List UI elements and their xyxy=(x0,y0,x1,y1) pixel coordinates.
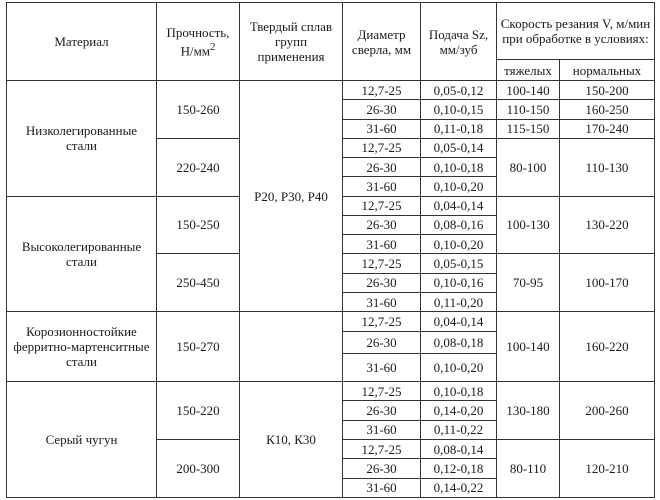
strength-cell: 250-450 xyxy=(157,254,240,312)
feed-cell: 0,12-0,18 xyxy=(421,459,497,478)
alloy-cell: Р20, Р30, Р40 xyxy=(240,81,343,312)
cutting-data-table xyxy=(6,2,655,498)
header-diameter: Диаметр сверла, мм xyxy=(343,3,421,81)
diameter-cell: 26-30 xyxy=(343,273,421,292)
header-material: Материал xyxy=(7,3,157,81)
feed-cell: 0,10-0,18 xyxy=(421,158,497,177)
normal-speed-cell: 120-210 xyxy=(560,439,655,497)
material-cell: Корозионностойкие ферритно-мартенситные стали xyxy=(7,312,157,382)
feed-cell: 0,14-0,22 xyxy=(421,478,497,498)
diameter-cell: 31-60 xyxy=(343,119,421,138)
heavy-speed-cell: 100-140 xyxy=(497,81,560,100)
strength-cell: 150-270 xyxy=(157,312,240,382)
header-strength: Прочность, $Н/мм^2$ xyxy=(157,3,240,81)
feed-cell: 0,10-0,16 xyxy=(421,273,497,292)
heavy-speed-cell: 110-150 xyxy=(497,100,560,119)
feed-cell: 0,11-0,22 xyxy=(421,420,497,439)
table-row xyxy=(7,81,655,100)
diameter-cell: 26-30 xyxy=(343,401,421,420)
heavy-speed-cell: 100-130 xyxy=(497,196,560,254)
strength-cell: 150-220 xyxy=(157,382,240,440)
alloy-cell-empty xyxy=(240,312,343,382)
diameter-cell: 26-30 xyxy=(343,100,421,119)
diameter-cell: 12,7-25 xyxy=(343,439,421,458)
strength-cell: 150-250 xyxy=(157,196,240,254)
feed-cell: 0,10-0,15 xyxy=(421,100,497,119)
diameter-cell: 26-30 xyxy=(343,215,421,234)
diameter-cell: 31-60 xyxy=(343,478,421,498)
feed-cell: 0,14-0,20 xyxy=(421,401,497,420)
header-speed-heavy: тяжелых xyxy=(497,60,560,81)
alloy-cell: К10, К30 xyxy=(240,382,343,498)
diameter-cell: 12,7-25 xyxy=(343,81,421,100)
feed-cell: 0,11-0,18 xyxy=(421,119,497,138)
feed-cell: 0,11-0,20 xyxy=(421,292,497,311)
normal-speed-cell: 160-220 xyxy=(560,312,655,382)
heavy-speed-cell: 115-150 xyxy=(497,119,560,138)
normal-speed-cell: 170-240 xyxy=(560,119,655,138)
feed-cell: 0,04-0,14 xyxy=(421,196,497,215)
strength-cell: 220-240 xyxy=(157,138,240,196)
table-row xyxy=(7,382,655,401)
diameter-cell: 26-30 xyxy=(343,459,421,478)
heavy-speed-cell: 80-110 xyxy=(497,439,560,497)
diameter-cell: 31-60 xyxy=(343,235,421,254)
diameter-cell: 31-60 xyxy=(343,177,421,196)
normal-speed-cell: 100-170 xyxy=(560,254,655,312)
feed-cell: 0,10-0,20 xyxy=(421,177,497,196)
header-speed-normal: нормальных xyxy=(560,60,655,81)
heavy-speed-cell: 80-100 xyxy=(497,138,560,196)
diameter-cell: 26-30 xyxy=(343,158,421,177)
heavy-speed-cell: 100-140 xyxy=(497,312,560,382)
diameter-cell: 31-60 xyxy=(343,353,421,381)
material-cell: Серый чугун xyxy=(7,382,157,498)
diameter-cell: 12,7-25 xyxy=(343,254,421,273)
strength-cell: 150-260 xyxy=(157,81,240,139)
heavy-speed-cell: 130-180 xyxy=(497,382,560,440)
normal-speed-cell: 130-220 xyxy=(560,196,655,254)
diameter-cell: 12,7-25 xyxy=(343,196,421,215)
diameter-cell: 12,7-25 xyxy=(343,382,421,401)
feed-cell: 0,10-0,20 xyxy=(421,235,497,254)
feed-cell: 0,08-0,18 xyxy=(421,332,497,353)
feed-cell: 0,04-0,14 xyxy=(421,312,497,332)
heavy-speed-cell: 70-95 xyxy=(497,254,560,312)
header-feed: Подача Sz, мм/зуб xyxy=(421,3,497,81)
normal-speed-cell: 110-130 xyxy=(560,138,655,196)
normal-speed-cell: 200-260 xyxy=(560,382,655,440)
diameter-cell: 31-60 xyxy=(343,420,421,439)
normal-speed-cell: 150-200 xyxy=(560,81,655,100)
strength-cell: 200-300 xyxy=(157,439,240,497)
feed-cell: 0,05-0,14 xyxy=(421,138,497,157)
material-cell: Низколегированные стали xyxy=(7,81,157,197)
feed-cell: 0,05-0,15 xyxy=(421,254,497,273)
diameter-cell: 12,7-25 xyxy=(343,312,421,332)
normal-speed-cell: 160-250 xyxy=(560,100,655,119)
table-row xyxy=(7,312,655,332)
feed-cell: 0,10-0,18 xyxy=(421,382,497,401)
diameter-cell: 31-60 xyxy=(343,292,421,311)
diameter-cell: 26-30 xyxy=(343,332,421,353)
diameter-cell: 12,7-25 xyxy=(343,138,421,157)
header-alloy: Твердый сплав групп применения xyxy=(240,3,343,81)
feed-cell: 0,05-0,12 xyxy=(421,81,497,100)
material-cell: Высоколегированные стали xyxy=(7,196,157,312)
feed-cell: 0,08-0,16 xyxy=(421,215,497,234)
header-speed: Скорость резания V, м/мин при обработке в условиях: xyxy=(497,3,655,60)
feed-cell: 0,08-0,14 xyxy=(421,439,497,458)
feed-cell: 0,10-0,20 xyxy=(421,353,497,381)
